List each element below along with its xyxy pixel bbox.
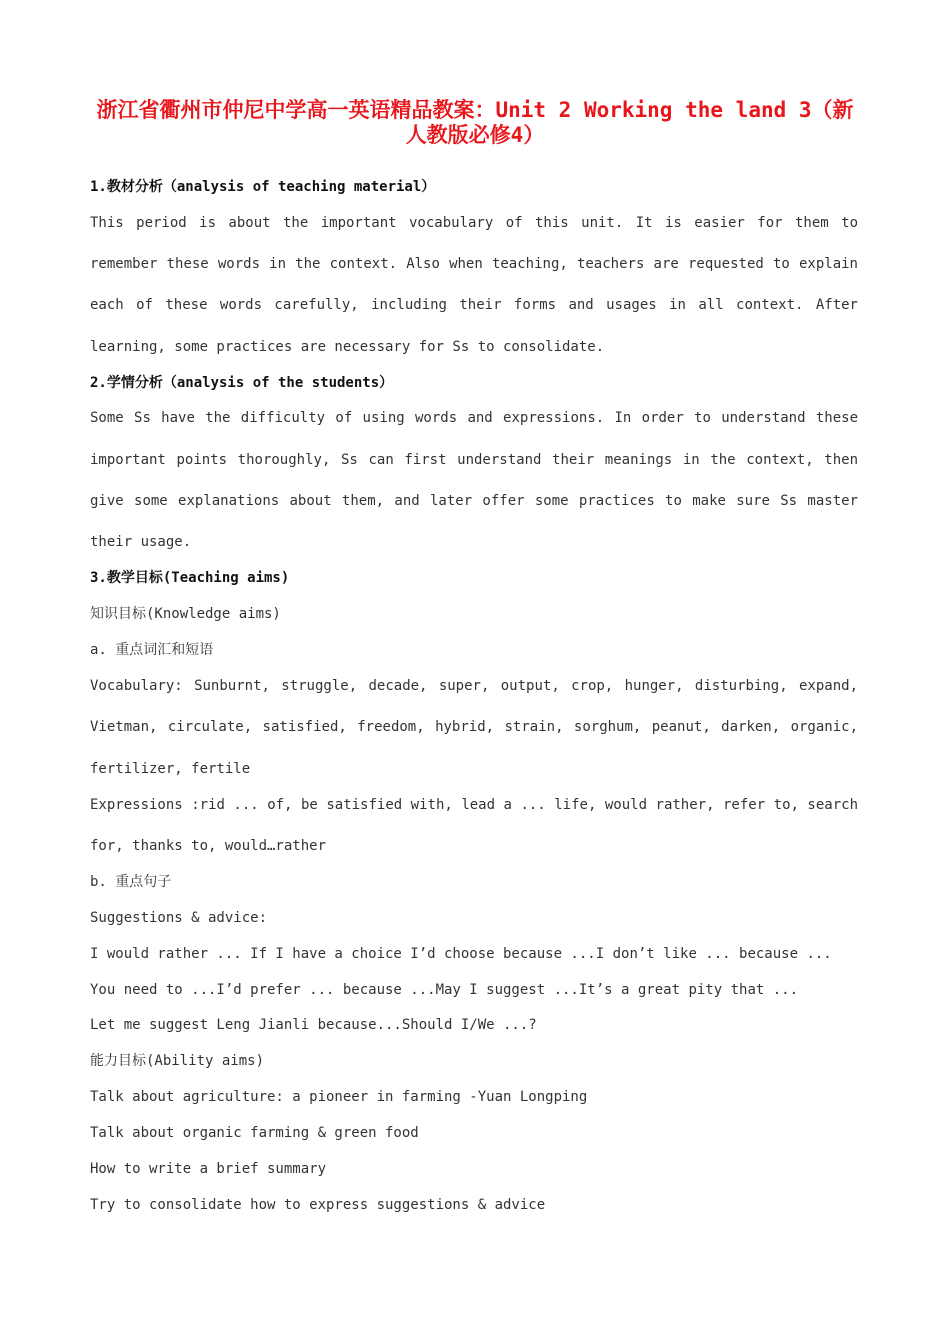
vocabulary-line-2: Vietman, circulate, satisfied, freedom, hybrid, strain, sorghum, peanut, darken, organic, xyxy=(90,719,858,735)
section-2-line-2: important points thoroughly, Ss can first understand their meanings in the context, then xyxy=(90,452,858,468)
ability-item-3: How to write a brief summary xyxy=(90,1161,327,1177)
key-vocabulary-label: a. 重点词汇和短语 xyxy=(90,642,214,658)
section-1-line-1: This period is about the important vocabulary of this unit. It is easier for them to xyxy=(90,215,858,231)
ability-item-1: Talk about agriculture: a pioneer in farming -Yuan Longping xyxy=(90,1089,588,1105)
knowledge-aims-label: 知识目标(Knowledge aims) xyxy=(90,606,281,622)
sentence-line-3: Let me suggest Leng Jianli because...Should I/We ...? xyxy=(90,1017,537,1033)
title-line-2: 人教版必修4） xyxy=(405,123,545,147)
vocabulary-line-1: Vocabulary: Sunburnt, struggle, decade, super, output, crop, hunger, disturbing, expand, xyxy=(90,678,858,694)
section-2-line-4: their usage. xyxy=(90,534,192,550)
expressions-line-2: for, thanks to, would…rather xyxy=(90,838,327,854)
vocabulary-line-3: fertilizer, fertile xyxy=(90,761,251,777)
sentence-line-2: You need to ...I’d prefer ... because ...May I suggest ...It’s a great pity that ... xyxy=(90,982,799,998)
document-title xyxy=(90,98,860,148)
section-1-line-4: learning, some practices are necessary for Ss to consolidate. xyxy=(90,339,605,355)
ability-item-4: Try to consolidate how to express suggestions & advice xyxy=(90,1197,546,1213)
section-1-line-3: each of these words carefully, including their forms and usages in all context. After xyxy=(90,297,858,313)
title-line-1: 浙江省衢州市仲尼中学高一英语精品教案：Unit 2 Working the land 3（新 xyxy=(96,98,854,122)
sentence-line-1: I would rather ... If I have a choice I’d choose because ...I don’t like ... because ... xyxy=(90,946,832,962)
section-2-line-1: Some Ss have the difficulty of using words and expressions. In order to understand these xyxy=(90,410,858,426)
suggestions-label: Suggestions & advice: xyxy=(90,910,268,926)
ability-item-2: Talk about organic farming & green food xyxy=(90,1125,419,1141)
section-3-heading: 3.教学目标(Teaching aims) xyxy=(90,570,290,586)
section-1-line-2: remember these words in the context. Also when teaching, teachers are requested to explain xyxy=(90,256,858,272)
section-1-heading: 1.教材分析（analysis of teaching material） xyxy=(90,179,436,195)
expressions-line-1: Expressions :rid ... of, be satisfied with, lead a ... life, would rather, refer to, search xyxy=(90,797,858,813)
section-2-line-3: give some explanations about them, and later offer some practices to make sure Ss master xyxy=(90,493,858,509)
ability-aims-label: 能力目标(Ability aims) xyxy=(90,1053,265,1069)
section-2-heading: 2.学情分析（analysis of the students） xyxy=(90,375,394,391)
key-sentences-label: b. 重点句子 xyxy=(90,874,172,890)
